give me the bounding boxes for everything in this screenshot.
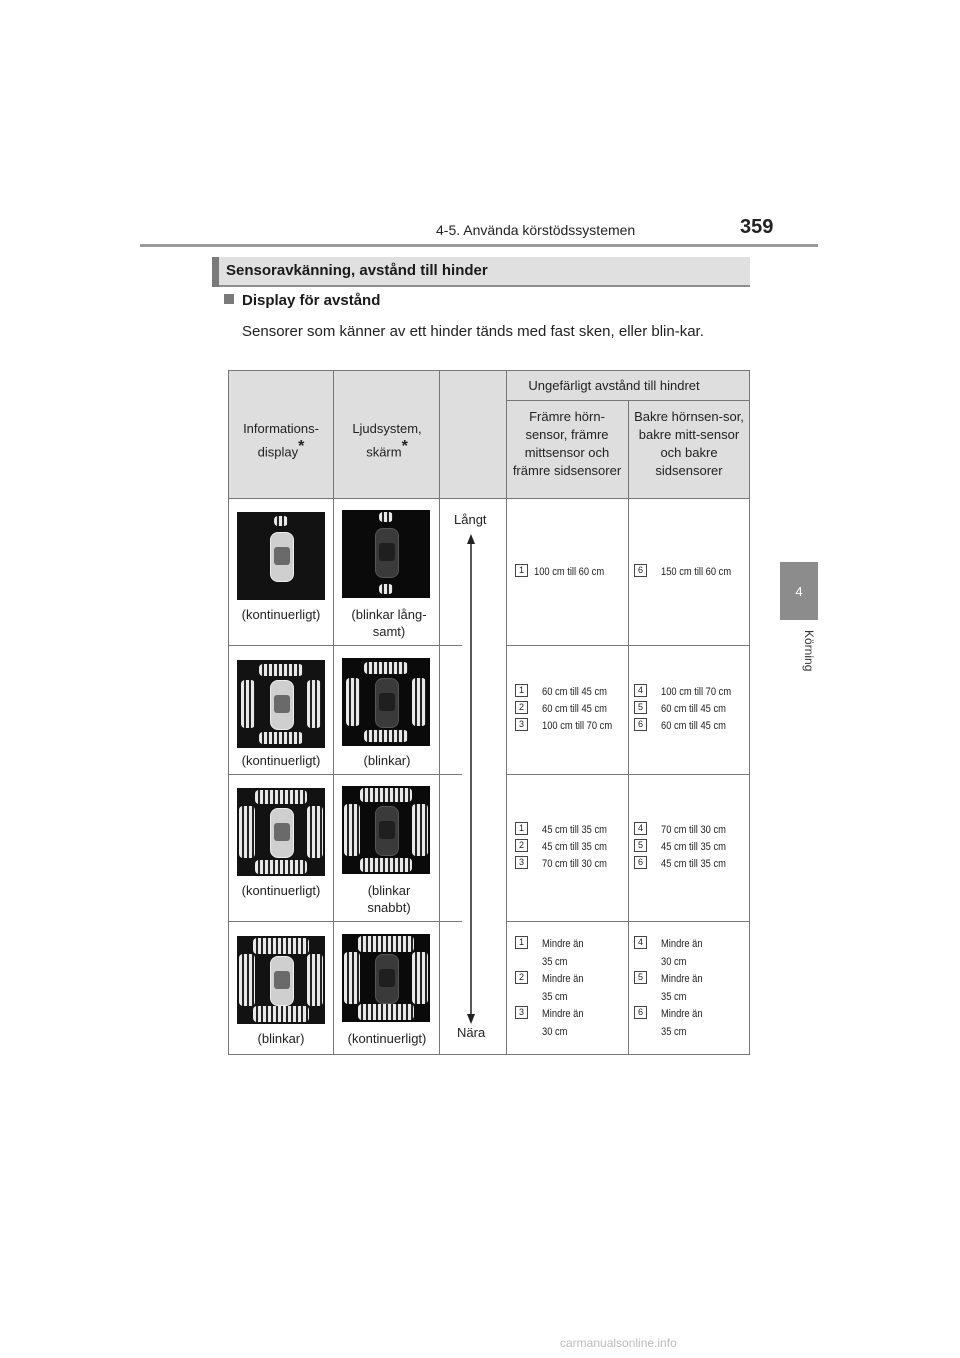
sensor-arc — [259, 732, 303, 744]
car-top-view — [375, 678, 399, 728]
caption: (kontinuerligt) — [241, 753, 321, 768]
sensor-arc — [379, 512, 393, 522]
sensor-arc — [255, 790, 307, 804]
car-roof — [379, 693, 395, 711]
distance-value: 45 cm till 35 cm — [542, 824, 607, 836]
asterisk: * — [401, 438, 408, 455]
distance-value: 60 cm till 45 cm — [542, 703, 607, 715]
car-roof — [274, 971, 290, 989]
header-information-display-text: Informations-display — [243, 421, 319, 460]
caption: (blinkar) — [363, 753, 411, 768]
caption: (kontinuerligt) — [241, 883, 321, 898]
distance-value: 150 cm till 60 cm — [661, 566, 732, 578]
display-thumbnail — [237, 660, 325, 748]
caption: (blinkar lång-samt) — [351, 607, 427, 639]
sensor-arc — [307, 954, 323, 1006]
table-border-right — [749, 370, 750, 1054]
page-number: 359 — [740, 216, 774, 238]
distance-value: Mindre än 30 cm — [542, 1008, 584, 1038]
header-information-display — [230, 420, 332, 461]
sensor-arc — [253, 938, 309, 954]
table-row-divider — [228, 774, 462, 775]
sensor-arc — [412, 804, 428, 856]
car-top-view — [375, 806, 399, 856]
near-label: Nära — [457, 1025, 486, 1040]
car-roof — [379, 969, 395, 987]
distance-value: 60 cm till 45 cm — [542, 686, 607, 698]
distance-value: Mindre än 35 cm — [661, 973, 703, 1003]
rear-distance — [634, 822, 748, 873]
distance-value: 100 cm till 70 cm — [661, 686, 732, 698]
chapter-tab-label: Körning — [802, 630, 816, 672]
body-paragraph: Sensorer som känner av ett hinder tänds med fast sken, eller blin-kar. — [242, 323, 704, 340]
sensor-number: 6 — [634, 564, 647, 577]
distance-value: Mindre än 30 cm — [661, 938, 703, 968]
subheading-text: Display för avstånd — [242, 292, 381, 309]
caption: (kontinuerligt) — [241, 607, 321, 622]
screen-thumbnail — [342, 786, 430, 874]
sensor-arc — [253, 1006, 309, 1022]
header-front-sensors: Främre hörn-sensor, främre mittsensor och främre sidsensorer — [512, 409, 622, 478]
car-top-view — [270, 808, 294, 858]
sensor-arc — [360, 788, 412, 802]
sensor-number: 1 — [515, 936, 528, 949]
sensor-arc — [364, 662, 408, 674]
sensor-number: 1 — [515, 564, 528, 577]
sensor-number: 4 — [634, 684, 647, 697]
sensor-number: 2 — [515, 839, 528, 852]
chapter-tab[interactable] — [780, 562, 818, 620]
car-roof — [274, 823, 290, 841]
distance-value: 45 cm till 35 cm — [661, 858, 726, 870]
sensor-number: 1 — [515, 684, 528, 697]
sensor-number: 3 — [515, 856, 528, 869]
sensor-arc — [274, 516, 288, 526]
table-header-bottom — [228, 498, 750, 499]
caption: (kontinuerligt) — [347, 1031, 427, 1046]
sensor-arc — [259, 664, 303, 676]
sensor-number: 3 — [515, 718, 528, 731]
distance-arrow — [464, 534, 478, 1024]
distance-value: 60 cm till 45 cm — [661, 703, 726, 715]
caption: (blinkar snabbt) — [367, 883, 411, 915]
sensor-arc — [344, 952, 360, 1004]
sensor-arc — [255, 860, 307, 874]
distance-value: Mindre än 35 cm — [661, 1008, 703, 1038]
rear-distance — [634, 684, 748, 735]
car-top-view — [270, 680, 294, 730]
sensor-arc — [412, 952, 428, 1004]
sensor-number: 4 — [634, 822, 647, 835]
watermark: carmanualsonline.info — [560, 1336, 677, 1350]
header-audio-screen-text: Ljudsystem, skärm — [352, 421, 422, 460]
header-audio-screen — [336, 420, 438, 461]
square-bullet-icon — [224, 294, 234, 304]
distance-value: 60 cm till 45 cm — [661, 720, 726, 732]
distance-table — [228, 370, 750, 1054]
sensor-number: 1 — [515, 822, 528, 835]
car-roof — [379, 821, 395, 839]
sensor-number: 3 — [515, 1006, 528, 1019]
rear-distance — [634, 936, 748, 1041]
sensor-number: 6 — [634, 856, 647, 869]
sensor-arc — [239, 954, 255, 1006]
sensor-arc — [344, 804, 360, 856]
header-distance: Ungefärligt avstånd till hindret — [528, 378, 700, 393]
section-heading-bar — [212, 257, 219, 287]
distance-value: 100 cm till 70 cm — [542, 720, 613, 732]
car-top-view — [375, 528, 399, 578]
sensor-arc — [358, 936, 414, 952]
distance-value: 45 cm till 35 cm — [542, 841, 607, 853]
sensor-number: 2 — [515, 971, 528, 984]
header-rear-sensors: Bakre hörnsen-sor, bakre mitt-sensor och bakre sidsensorer — [634, 409, 744, 478]
caption: (blinkar) — [257, 1031, 305, 1046]
car-top-view — [375, 954, 399, 1004]
chapter-title: 4-5. Använda körstödssystemen — [436, 222, 636, 238]
table-border-bottom — [228, 1054, 750, 1055]
sensor-arc — [307, 680, 321, 728]
table-row-divider — [228, 645, 462, 646]
sensor-arc — [364, 730, 408, 742]
sensor-number: 5 — [634, 839, 647, 852]
section-title: Sensoravkänning, avstånd till hinder — [226, 262, 488, 279]
table-col-divider — [333, 370, 334, 1054]
distance-value: 70 cm till 30 cm — [661, 824, 726, 836]
sensor-arc — [307, 806, 323, 858]
distance-value: Mindre än 35 cm — [542, 938, 584, 968]
table-row-divider — [228, 921, 462, 922]
chapter-tab-number: 4 — [795, 583, 803, 599]
distance-value: 70 cm till 30 cm — [542, 858, 607, 870]
sensor-arc — [379, 584, 393, 594]
table-col-divider — [506, 370, 507, 1054]
sensor-arc — [239, 806, 255, 858]
distance-value: 100 cm till 60 cm — [534, 566, 605, 578]
sensor-number: 4 — [634, 936, 647, 949]
sensor-arc — [346, 678, 360, 726]
sensor-arc — [241, 680, 255, 728]
sensor-arc — [358, 1004, 414, 1020]
screen-thumbnail — [342, 510, 430, 598]
table-border-top — [228, 370, 750, 371]
car-roof — [274, 695, 290, 713]
sensor-number: 5 — [634, 701, 647, 714]
table-border-left — [228, 370, 229, 1054]
front-distance — [515, 684, 627, 735]
car-roof — [274, 547, 290, 565]
display-thumbnail — [237, 512, 325, 600]
distance-value: Mindre än 35 cm — [542, 973, 584, 1003]
rear-distance — [634, 564, 748, 581]
sensor-number: 6 — [634, 718, 647, 731]
screen-thumbnail — [342, 934, 430, 1022]
sensor-arc — [360, 858, 412, 872]
far-label: Långt — [454, 512, 487, 527]
section-heading — [212, 257, 750, 287]
display-thumbnail — [237, 788, 325, 876]
car-roof — [379, 543, 395, 561]
sensor-number: 6 — [634, 1006, 647, 1019]
display-thumbnail — [237, 936, 325, 1024]
sensor-number: 2 — [515, 701, 528, 714]
sensor-number: 5 — [634, 971, 647, 984]
header-divider — [140, 244, 818, 247]
front-distance — [515, 564, 627, 581]
distance-value: 45 cm till 35 cm — [661, 841, 726, 853]
car-top-view — [270, 956, 294, 1006]
front-distance — [515, 936, 627, 1041]
screen-thumbnail — [342, 658, 430, 746]
front-distance — [515, 822, 627, 873]
table-col-divider — [439, 370, 440, 1054]
subheading — [224, 292, 380, 309]
sensor-arc — [412, 678, 426, 726]
car-top-view — [270, 532, 294, 582]
asterisk: * — [298, 438, 305, 455]
table-col-divider — [628, 400, 629, 1054]
